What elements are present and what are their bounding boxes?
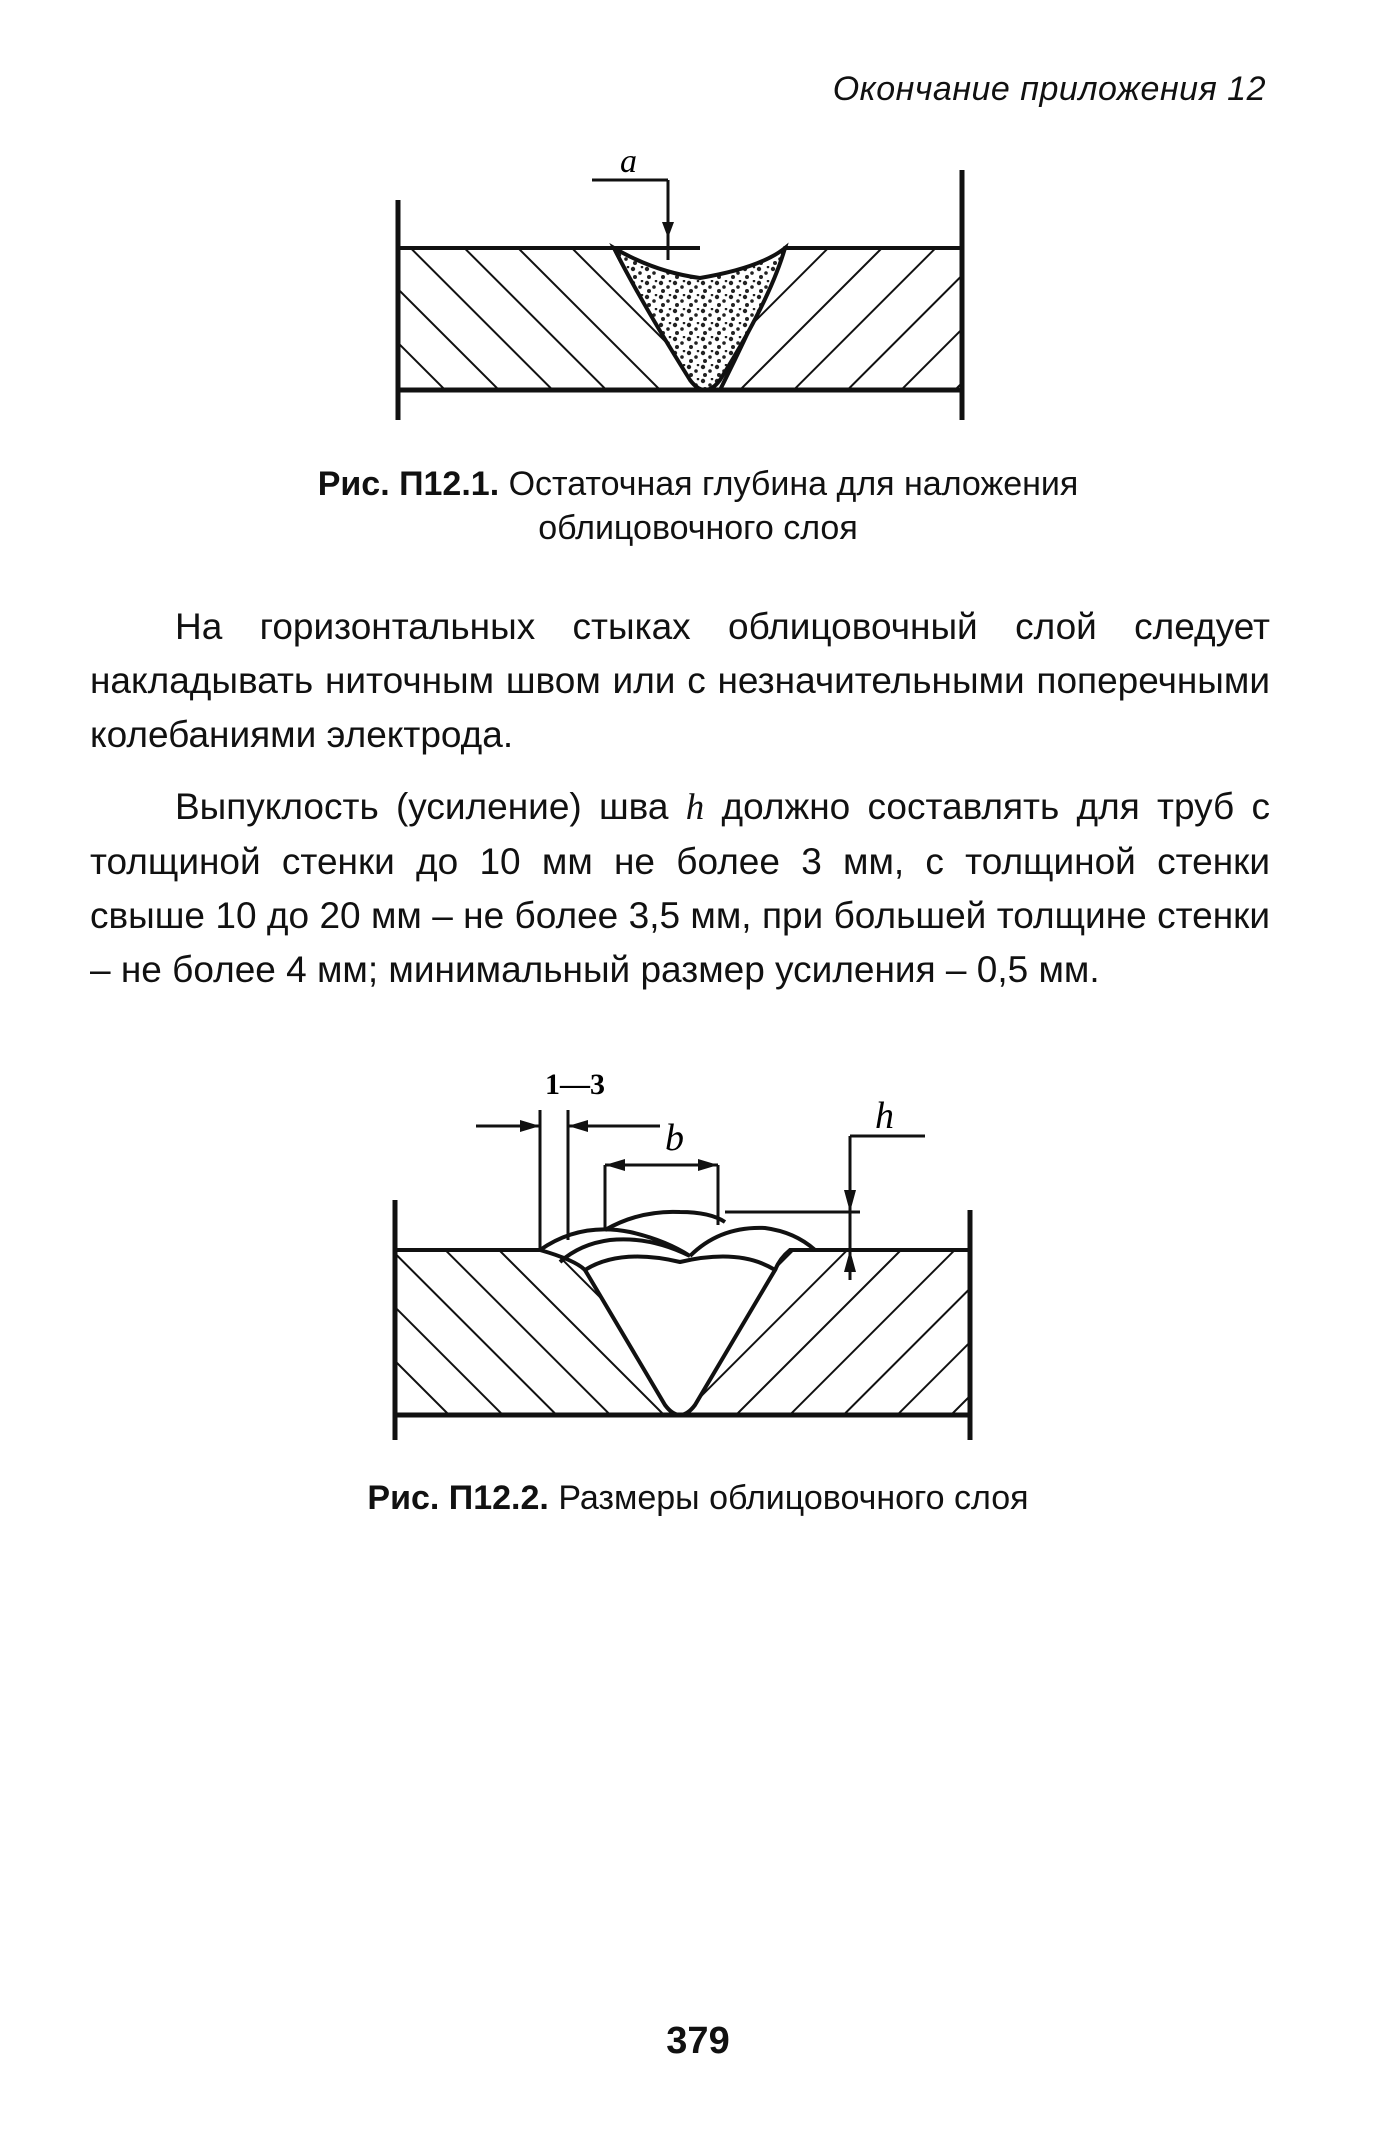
figure-2-caption — [0, 1476, 1396, 1520]
figure-1-caption-line2: облицовочного слоя — [538, 509, 858, 547]
running-head: Окончание приложения 12 — [832, 70, 1266, 108]
label-a: a — [620, 143, 637, 180]
symbol-h: h — [685, 787, 705, 828]
label-1-3: 1—3 — [545, 1068, 605, 1101]
page-number: 379 — [666, 2020, 730, 2062]
figure-1-caption-prefix: Рис. П12.1. — [317, 465, 500, 503]
figure-2-capping-layer-diagram — [0, 1040, 1396, 1460]
figure-1-weld-groove-diagram — [0, 143, 1396, 450]
label-b: b — [665, 1117, 684, 1159]
paragraph-2 — [90, 780, 1270, 997]
paragraph-2-end: должно составлять для труб с толщиной стенки до 10 мм не более 3 мм, с толщиной стенки свыше 10 до 20 мм – не более 3,5 мм, при большей толщине стенки – не более 4 мм; минимальный размер усиления – 0,5 мм. — [90, 786, 1270, 990]
paragraph-2-start: Выпуклость (усиление) шва — [175, 786, 686, 827]
capping-bead-top — [605, 1212, 725, 1230]
figure-2-caption-prefix: Рис. П12.2. — [367, 1479, 549, 1517]
figure-1-caption — [0, 462, 1396, 550]
paragraph-1: На горизонтальных стыках облицовочный слой следует накладывать ниточным швом или с незначительными поперечными колебаниями электрода. — [90, 606, 1270, 755]
figure-1-caption-line1: Остаточная глубина для наложения — [508, 465, 1079, 503]
label-h: h — [875, 1095, 894, 1137]
figure-2-caption-text: Размеры облицовочного слоя — [558, 1479, 1029, 1517]
